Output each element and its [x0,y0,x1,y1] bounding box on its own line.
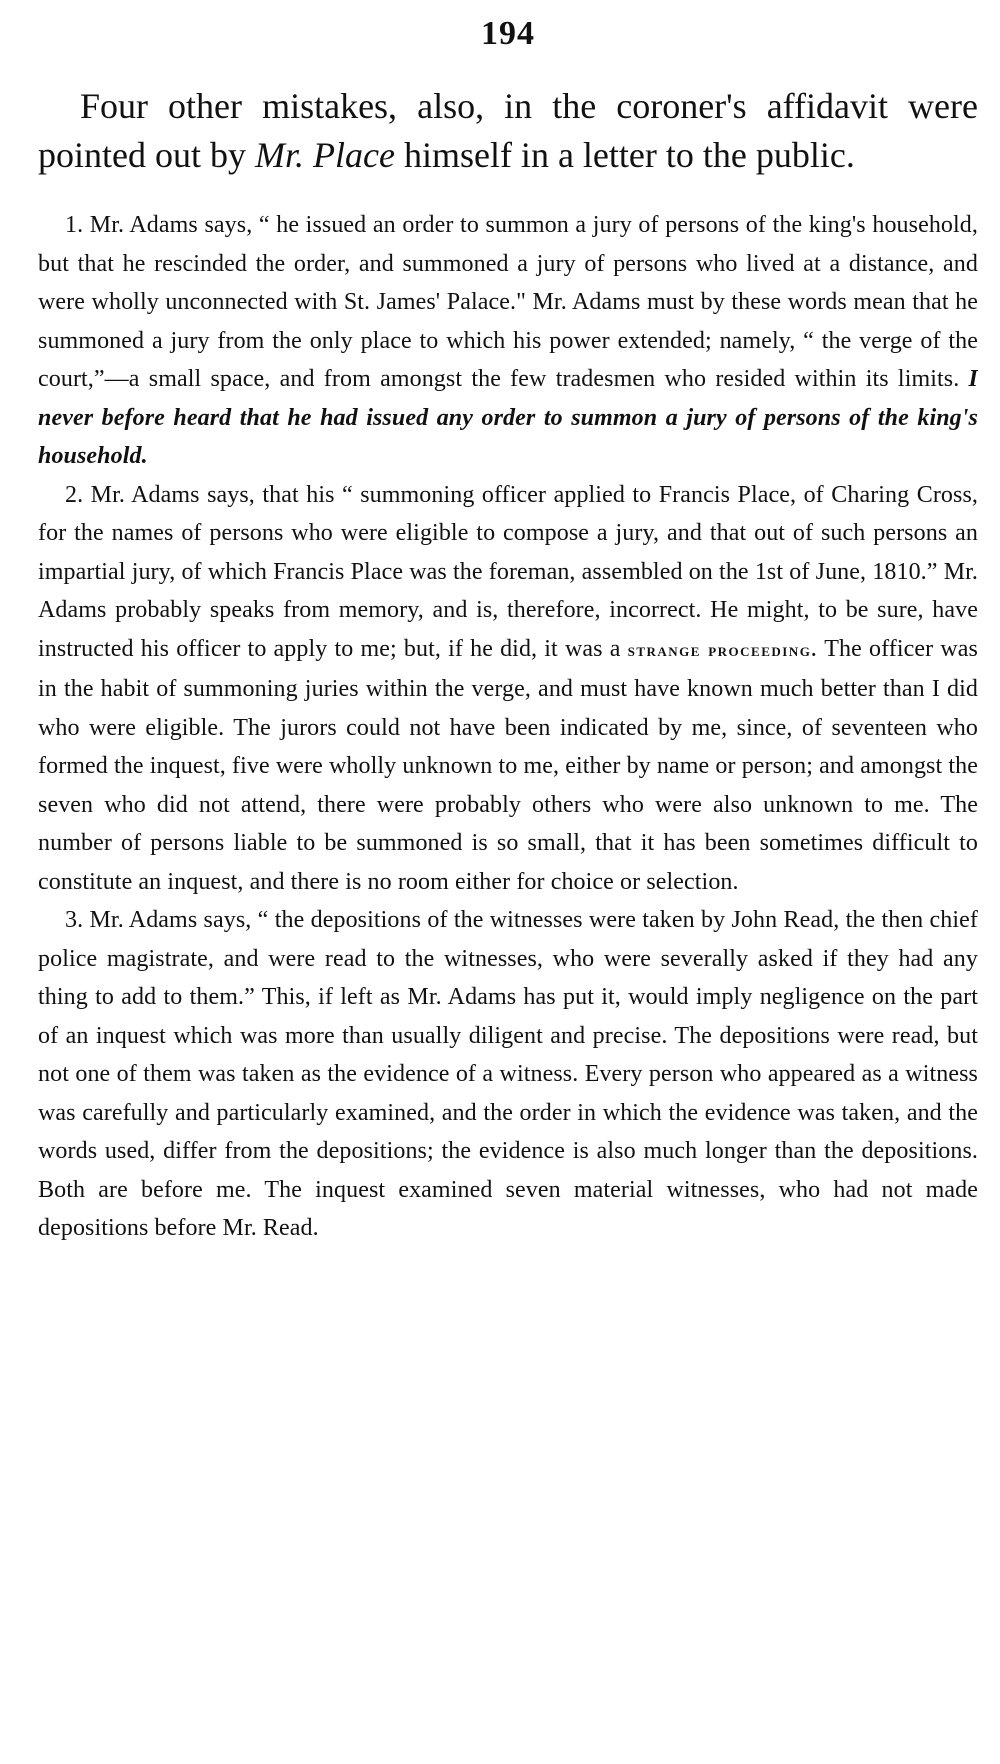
book-page [38,14,978,1754]
paragraph-2-small-caps: strange proceeding. [627,639,818,661]
page-number: 194 [481,15,535,52]
intro-text-before: Four other mistakes, also, in the coroner's affidavit were pointed out by [38,86,978,175]
paragraph-1-text: 1. Mr. Adams says, “ he issued an order to summon a jury of persons of the king's household, but that he rescinded the order, and summoned a jury of persons who lived at a distance, and were wholly unconnected with St. James' Palace." Mr. Adams must by these words mean that he summoned a jury from the only place to which his power extended; namely, “ the verge of the court,”—a small space, and from amongst the few tradesmen who resided within its limits. [38,212,978,392]
intro-name: Mr. Place [254,135,395,175]
paragraph-1-emphasis: I never before heard that he had issued any order to summon a jury of persons of the king's household. [38,366,978,469]
paragraph-3 [38,901,978,1248]
intro-paragraph [38,82,978,180]
intro-text-after: himself in a letter to the public. [394,135,855,175]
paragraph-1 [38,206,978,476]
paragraph-2-text-after: The officer was in the habit of summoning juries within the verge, and must have known much better than I did who were eligible. The jurors could not have been indicated by me, since, of seventeen who formed the inquest, five were wholly unknown to me, either by name or person; and amongst the seven who did not attend, there were probably others who were also unknown to me. The number of persons liable to be summoned is so small, that it has been sometimes difficult to constitute an inquest, and there is no room either for choice or selection. [38,635,978,895]
paragraph-2 [38,476,978,902]
paragraph-2-text-before: 2. Mr. Adams says, that his “ summoning officer applied to Francis Place, of Charing Cross, for the names of persons who were eligible to compose a jury, and that out of such persons an impartial jury, of which Francis Place was the foreman, assembled on the 1st of June, 1810.” Mr. Adams probably speaks from memory, and is, therefore, incorrect. He might, to be sure, have instructed his officer to apply to me; but, if he did, it was a [38,481,978,662]
paragraph-3-text: 3. Mr. Adams says, “ the depositions of the witnesses were taken by John Read, the then chief police magistrate, and were read to the witnesses, who were severally asked if they had any thing to add to them.” This, if left as Mr. Adams has put it, would imply negligence on the part of an inquest which was more than usually diligent and precise. The depositions were read, but not one of them was taken as the evidence of a witness. Every person who appeared as a witness was carefully and particularly examined, and the order in which the evidence was taken, and the words used, differ from the depositions; the evidence is also much longer than the depositions. Both are before me. The inquest examined seven material witnesses, who had not made depositions before Mr. Read. [38,907,978,1241]
